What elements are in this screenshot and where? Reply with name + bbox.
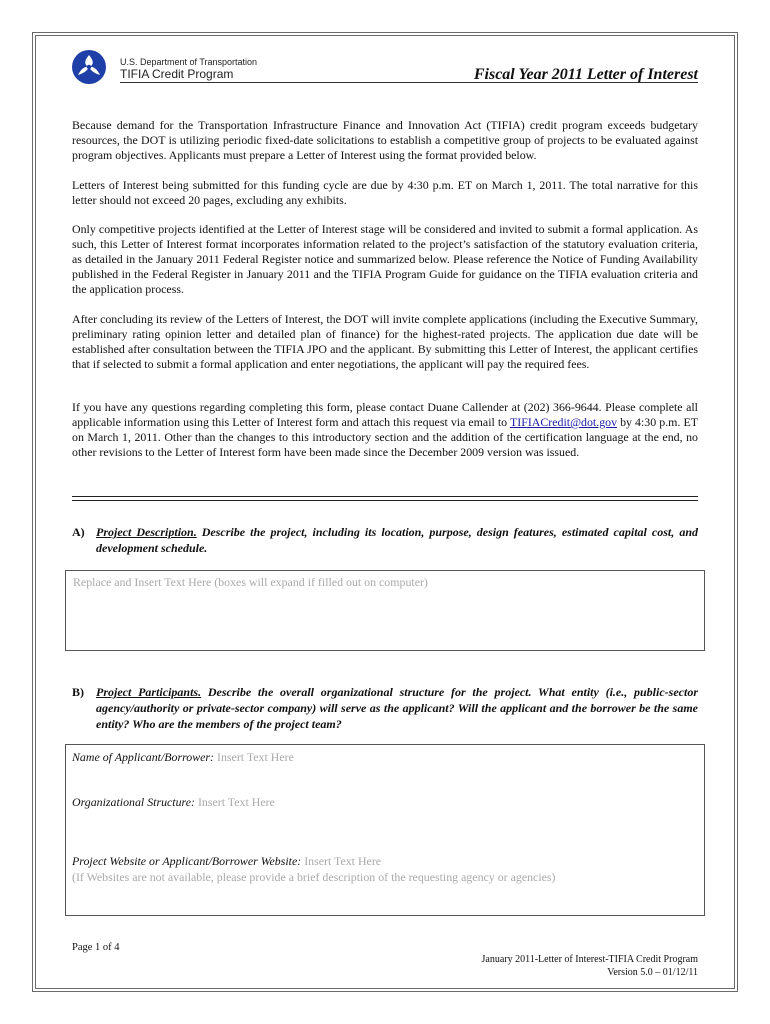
project-description-box[interactable] <box>65 570 705 651</box>
section-a-instructions: Describe the project, including its location, purpose, design features, estimated capital cost, and development schedule. <box>96 525 698 555</box>
email-link[interactable]: TIFIACredit@dot.gov <box>509 415 618 429</box>
program-name: TIFIA Credit Program <box>120 67 234 81</box>
section-a-label: Project Description. <box>96 525 197 539</box>
section-b-number: B) <box>72 685 84 699</box>
website-field[interactable] <box>72 854 381 869</box>
website-placeholder: Insert Text Here <box>304 854 382 868</box>
applicant-field[interactable] <box>72 750 294 765</box>
dot-logo-icon <box>72 50 106 84</box>
section-a-number: A) <box>72 525 85 539</box>
project-description-placeholder: Replace and Insert Text Here (boxes will expand if filled out on computer) <box>73 575 428 589</box>
intro-paragraph-3: Only competitive projects identified at the Letter of Interest stage will be considered and invited to submit a formal application. As such, this Letter of Interest format incorporates information related to the project’s satisfaction of the statutory evaluation criteria, as detailed in the January 2011 Federal Register notice and summarized below. Please reference the Notice of Funding Availability published in the Federal Register in January 2011 and the TIFIA Program Guide for guidance on the TIFIA evaluation criteria and the application process. <box>72 222 698 296</box>
contact-text: If you have any questions regarding completing this form, please contact Duane Callender at (202) 366-9644. Please complete all applicable information using this Letter of Interest form and attach this request via email to <box>72 400 698 429</box>
section-b-label: Project Participants. <box>96 685 202 699</box>
section-divider <box>72 496 698 501</box>
footer-version: Version 5.0 – 01/12/11 <box>607 967 698 978</box>
section-b-instructions: Describe the overall organizational structure for the project. What entity (i.e., public-sector agency/authority or private-sector company) will serve as the applicant? Will the applicant and the borrower be the same entity? Who are the members of the project team? <box>96 685 698 731</box>
website-note: (If Websites are not available, please provide a brief description of the requesting agency or agencies) <box>72 870 556 884</box>
org-structure-label: Organizational Structure: <box>72 795 195 809</box>
org-structure-placeholder: Insert Text Here <box>197 795 275 809</box>
department-name: U.S. Department of Transportation <box>120 57 258 67</box>
intro-paragraph-1: Because demand for the Transportation Infrastructure Finance and Innovation Act (TIFIA) credit program exceeds budgetary resources, the DOT is utilizing periodic fixed-date solicitations to establish a competitive group of projects to be evaluated against program objectives. Applicants must prepare a Letter of Interest using the format provided below. <box>72 118 698 162</box>
applicant-label: Name of Applicant/Borrower: <box>72 750 215 764</box>
section-a-heading <box>72 524 698 556</box>
intro-paragraph-5 <box>72 400 698 460</box>
page-number: Page 1 of 4 <box>72 942 120 953</box>
intro-paragraph-4: After concluding its review of the Letters of Interest, the DOT will invite complete applications (including the Executive Summary, preliminary rating opinion letter and detailed plan of finance) for the highest-rated projects. The application due date will be established after consultation between the TIFIA JPO and the applicant. By submitting this Letter of Interest, the applicant certifies that if selected to submit a formal application and enter negotiations, the applicant will pay the required fees. <box>72 312 698 371</box>
footer-info <box>481 953 698 979</box>
org-structure-field[interactable] <box>72 795 275 810</box>
footer-doc-title: January 2011-Letter of Interest-TIFIA Credit Program <box>481 954 698 965</box>
header-rule <box>120 82 698 83</box>
contact-text-end: by 4:30 p.m. ET on March 1, 2011. Other than the changes to this introductory section and the addition of the certification language at the end, no other revisions to the Letter of Interest form have been made since the December 2009 version was issued. <box>72 415 698 459</box>
page-title: Fiscal Year 2011 Letter of Interest <box>473 66 698 83</box>
section-b-heading <box>72 684 698 732</box>
project-participants-box[interactable] <box>65 744 705 916</box>
intro-paragraph-2: Letters of Interest being submitted for this funding cycle are due by 4:30 p.m. ET on March 1, 2011. The total narrative for this letter should not exceed 20 pages, excluding any exhibits. <box>72 178 698 207</box>
website-label: Project Website or Applicant/Borrower Website: <box>72 854 302 868</box>
applicant-placeholder: Insert Text Here <box>217 750 294 764</box>
